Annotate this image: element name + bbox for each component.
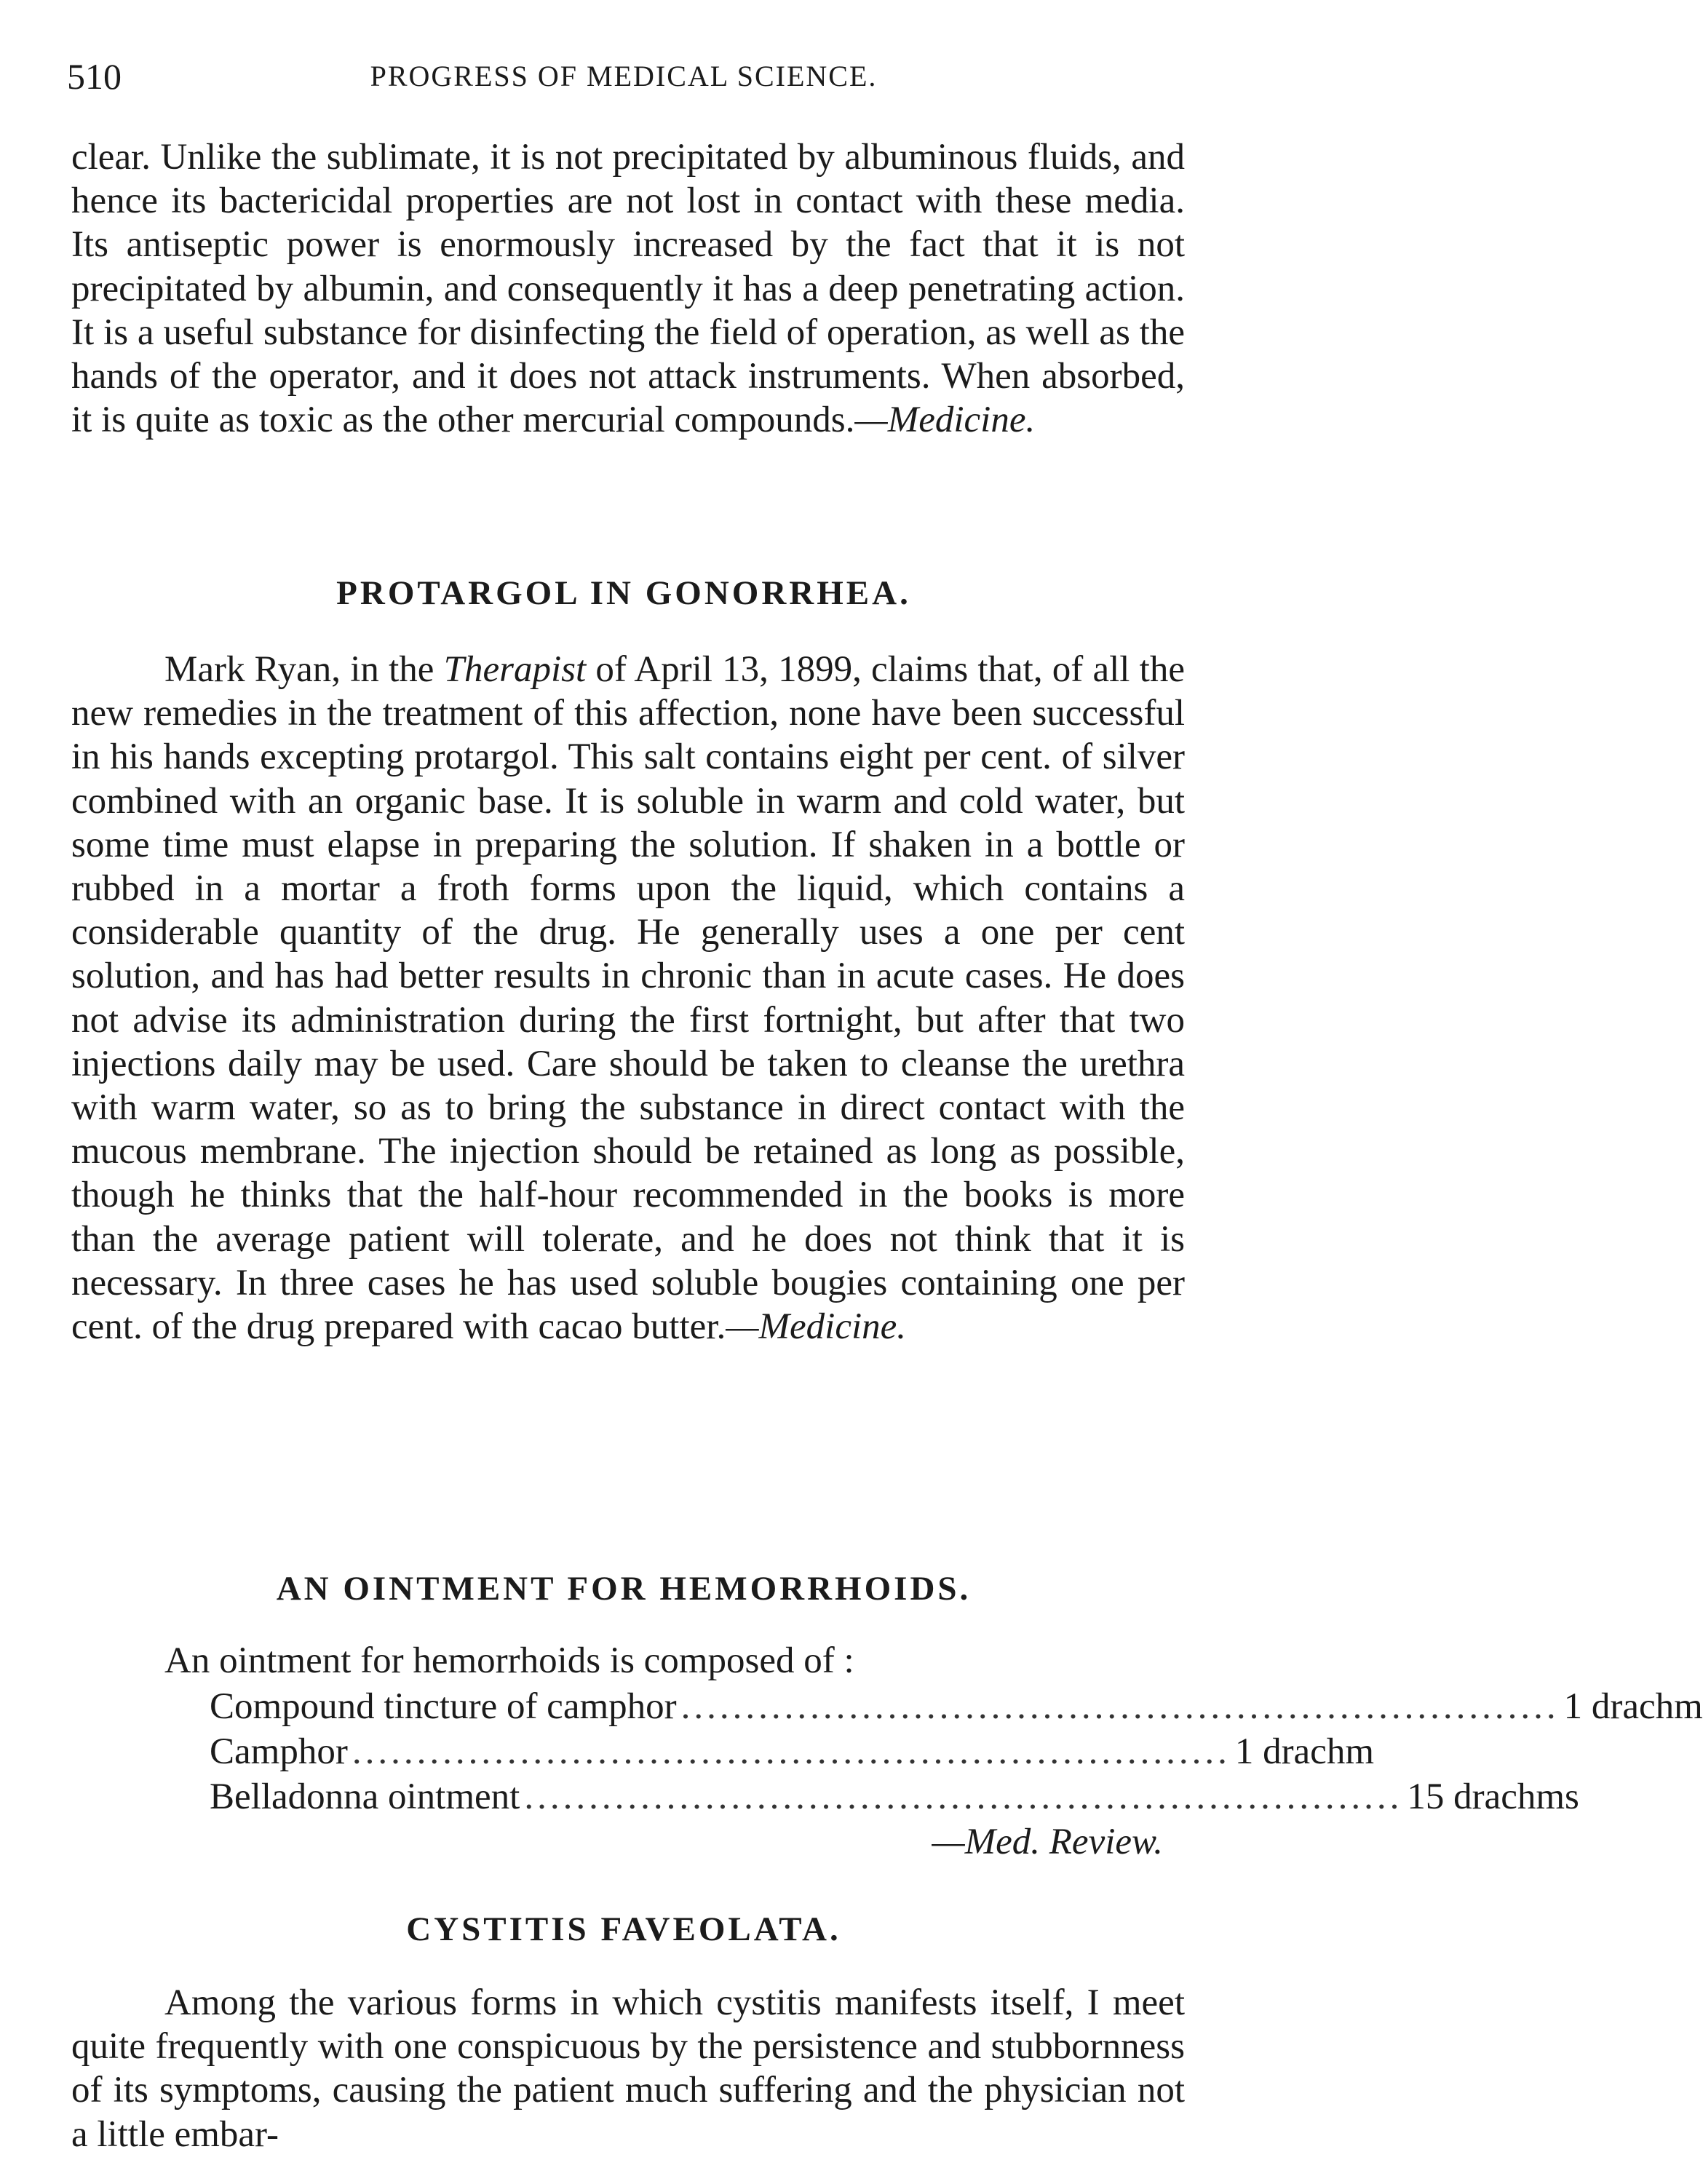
ingredient-name: Compound tincture of camphor <box>210 1686 677 1727</box>
section-heading-protargol: PROTARGOL IN GONORRHEA. <box>336 574 911 612</box>
recipe-row <box>210 1729 1374 1774</box>
paragraph-text: clear. Unlike the sublimate, it is not precipitated by albuminous fluids, and hence its bactericidal properties are not lost in contact with these media. Its antiseptic power is enormously increased by the fact that it is not precipitated by albumin, and consequently it has a deep penetrating action. It is a useful substance for disinfecting the field of operation, as well as the hands of the operator, and it does not attack instruments. When absorbed, it is quite as toxic as the other mercurial compounds. <box>71 137 1185 441</box>
section-heading-cystitis: CYSTITIS FAVEOLATA. <box>406 1910 841 1948</box>
ingredient-amount: 15 drachms <box>1407 1776 1579 1817</box>
section-heading-ointment: AN OINTMENT FOR HEMORRHOIDS. <box>276 1570 972 1608</box>
paragraph-text: of April 13, 1899, claims that, of all the new remedies in the treatment of this affection, none have been successful in his hands excepting protargol. This salt contains eight per cent. of silver combined with an organic base. It is soluble in warm and cold water, but some time must elapse in preparing the solution. If shaken in a bottle or rubbed in a mortar a froth forms upon the liquid, which contains a considerable quantity of the drug. He generally uses a one per cent solution, and has had better results in chronic than in acute cases. He does not advise its administration during the first fortnight, but after that two injections daily may be used. Care should be taken to cleanse the urethra with warm water, so as to bring the substance in direct contact with the mucous membrane. The injection should be retained as long as possible, though he thinks that the half-hour recommended in the books is more than the average patient will tolerate, and he does not think that it is necessary. In three cases he has used soluble bougies containing one per cent. of the drug prepared with cacao butter. <box>71 649 1185 1348</box>
ingredient-name: Belladonna ointment <box>210 1776 520 1817</box>
source-citation: —Medicine. <box>726 1306 907 1348</box>
recipe-intro: An ointment for hemorrhoids is composed of : <box>164 1640 854 1681</box>
paragraph-protargol <box>71 648 1185 1349</box>
recipe-list <box>210 1684 1703 1819</box>
dot-leader: .................................................................... <box>680 1686 1560 1727</box>
ingredient-name: Camphor <box>210 1731 348 1772</box>
running-head-title: PROGRESS OF MEDICAL SCIENCE. <box>370 60 878 92</box>
source-citation: —Med. Review. <box>932 1822 1163 1862</box>
ingredient-amount: 1 drachm <box>1234 1731 1374 1772</box>
page-number: 510 <box>67 56 122 97</box>
paragraph-cystitis <box>71 1981 1185 2156</box>
dot-leader: .................................................................... <box>352 1731 1231 1772</box>
paragraph-lead: Mark Ryan, in the <box>164 649 444 690</box>
journal-title: Therapist <box>443 649 587 690</box>
recipe-row <box>210 1684 1703 1729</box>
source-citation: —Medicine. <box>854 400 1036 441</box>
dot-leader: .................................................................... <box>524 1776 1403 1817</box>
continued-paragraph <box>71 135 1185 442</box>
paragraph-text: Among the various forms in which cystitis manifests itself, I meet quite frequently with one conspicuous by the persistence and stubbornness of its symptoms, causing the patient much suffering and the physician not a little embar- <box>71 1982 1185 2155</box>
ingredient-amount: 1 drachm <box>1563 1686 1703 1727</box>
recipe-row <box>210 1774 1579 1819</box>
running-head <box>67 51 1180 102</box>
